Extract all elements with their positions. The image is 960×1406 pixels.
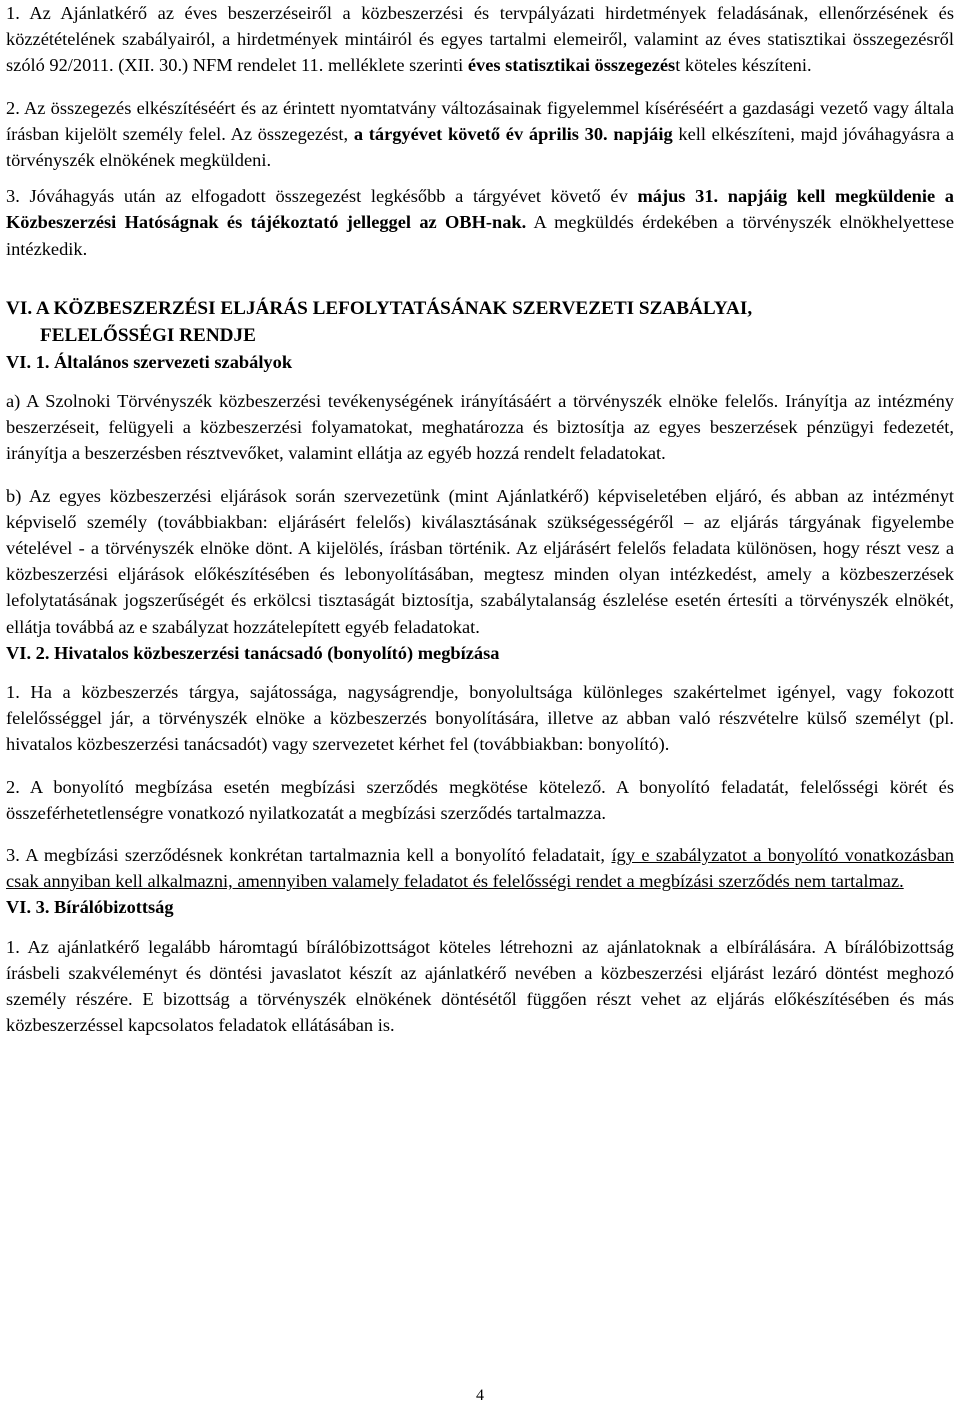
section-heading: VI. 1. Általános szervezeti szabályok — [6, 351, 293, 372]
paragraph-summary-responsibility — [6, 95, 954, 174]
chapter-heading — [6, 295, 954, 349]
section-heading: VI. 3. Bírálóbizottság — [6, 897, 174, 918]
paragraph-3-1: 1. Az ajánlatkérő legalább háromtagú bírálóbizottságot köteles létrehozni az ajánlatoknak a elbírálására. A bírálóbizottság írásbeli szakvéleményt és döntési javaslatot készít az ajánlatkérő nevében a közbeszerzési eljárást lezáró döntést meghozó személy részére. E bizottság a törvényszék elnökének döntésétől függően részt vehet az eljárás előkészítésében és más közbeszerzéssel kapcsolatos feladatok ellátásában is. — [6, 936, 954, 1036]
paragraph-summary-submission — [6, 183, 954, 262]
bold-text: a tárgyévet követő év április 30. napjáig — [353, 123, 673, 144]
text: 1. Az Ajánlatkérő az éves beszerzéseiről a közbeszerzési és tervpályázati hirdetmények feladásának, ellenőrzésének és közzétételének szabályairól, a hirdetmények mintáiról és egyes tartalmi elemeiről, valamint az éves statisztikai összegezésről szóló 92/2011. (XII. 30.) NFM rendelet 11. melléklete szerinti — [6, 3, 954, 76]
paragraph-annual-summary — [6, 0, 954, 79]
text: 2. Az összegezés elkészítéséért és az érintett nyomtatvány változásainak figyelemmel kíséréséért a gazdasági vezető vagy általa írásban kijelölt személy felel. Az összegezést, — [6, 97, 954, 144]
text: 3. A megbízási szerződésnek konkrétan tartalmaznia kell a bonyolító feladatait, — [6, 845, 612, 866]
text: kell elkészíteni, majd jóváhagyásra a törvényszék elnökének megküldeni. — [6, 123, 955, 171]
paragraph-a: a) A Szolnoki Törvényszék közbeszerzési tevékenységének irányításáért a törvényszék elnöke felelős. Irányítja az intézmény beszerzéseit, felügyeli a közbeszerzési folyamatokat, meghatározza és biztosítja az egyes beszerzések pénzügyi fedezetét, irányítja a beszerzésben résztvevőket, valamint ellátja az egyéb hozzá rendelt feladatokat. — [6, 391, 954, 464]
text: 3. Jóváhagyás után az elfogadott összegezést legkésőbb a tárgyévet követő év — [6, 186, 638, 207]
underlined-text: így e szabályzatot a bonyolító vonatkozásban csak annyiban kell alkalmazni, amennyiben valamely feladatot és felelősségi rendet a megbízási szerződés nem tartalmaz. — [6, 845, 954, 892]
paragraph-2-1: 1. Ha a közbeszerzés tárgya, sajátossága, nagyságrendje, bonyolultsága különleges szakértelmet igényel, vagy fokozott felelősséggel jár, a törvényszék elnöke a közbeszerzés bonyolítására, illetve az abban való részvételre külső személyt (pl. hivatalos közbeszerzési tanácsadót) vagy szervezetet kérhet fel (továbbiakban: bonyolító). — [6, 682, 954, 755]
chapter-heading-line: FELELŐSSÉGI RENDJE — [40, 324, 256, 346]
paragraph-b: b) Az egyes közbeszerzési eljárások során szervezetünk (mint Ajánlatkérő) képviseletében eljáró, és abban az intézményt képviselő személy (továbbiakban: eljárásért felelős) kiválasztásának szükségességéről – az eljárás tárgyának figyelembe vételével - a törvényszék elnöke dönt. A kijelölés, írásban történik. Az eljárásért felelős feladata különösen, hogy részt vesz a közbeszerzési eljárások előkészítésében és lebonyolításában, megtesz minden olyan intézkedést, amely a közbeszerzések lefolytatásának jogszerűségét és erkölcsi tisztaságát biztosítja, szabálytalanság észlelése esetén értesíti a törvényszék elnökét, ellátja továbbá az e szabályzat hozzátelepített egyéb feladatokat. — [6, 485, 954, 637]
paragraph-2-3 — [6, 842, 954, 894]
bold-text: éves statisztikai összegezés — [467, 55, 676, 76]
bold-text: május 31. napjáig kell megküldenie a Közbeszerzési Hatóságnak és tájékoztató jelleggel az OBH-nak. — [6, 186, 954, 233]
paragraph-2-2: 2. A bonyolító megbízása esetén megbízási szerződés megkötése kötelező. A bonyolító feladatát, felelősségi körét és összeférhetetlenségre vonatkozó nyilatkozatát a megbízási szerződés tartalmazza. — [6, 776, 954, 823]
section-heading: VI. 2. Hivatalos közbeszerzési tanácsadó (bonyolító) megbízása — [6, 642, 500, 663]
text: t köteles készíteni. — [675, 55, 812, 76]
page-number: 4 — [476, 1387, 484, 1404]
text: A megküldés érdekében a törvényszék elnökhelyettese intézkedik. — [6, 212, 954, 259]
chapter-heading-line: VI. A KÖZBESZERZÉSI ELJÁRÁS LEFOLYTATÁSÁNAK SZERVEZETI SZABÁLYAI, — [6, 297, 753, 319]
